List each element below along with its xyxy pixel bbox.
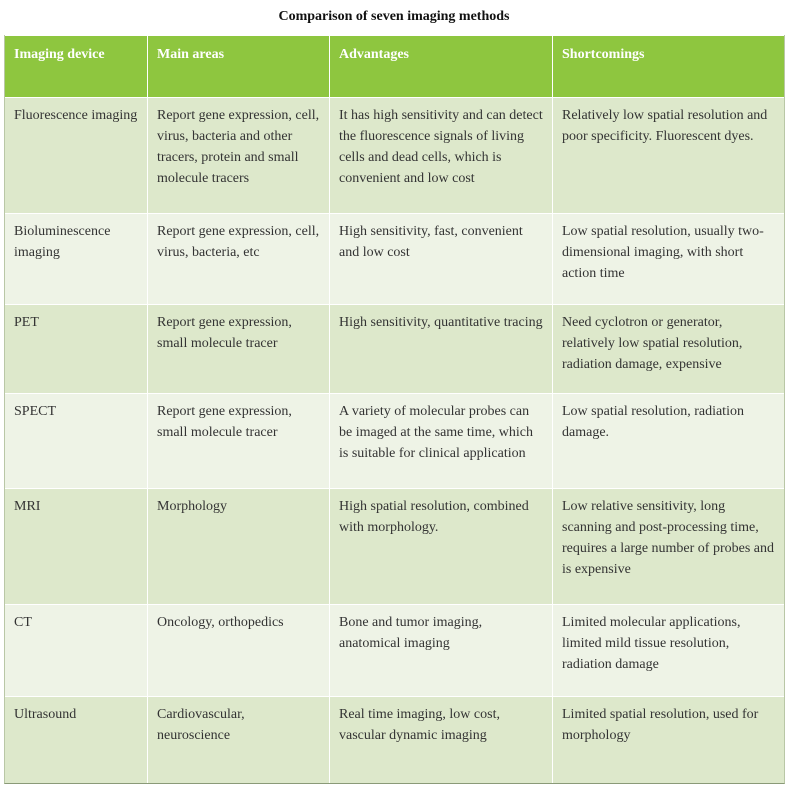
cell-main-areas: Oncology, orthopedics <box>148 605 330 697</box>
cell-main-areas: Cardiovascular, neuroscience <box>148 697 330 785</box>
cell-main-areas: Report gene expression, small molecule tracer <box>148 394 330 489</box>
cell-device: SPECT <box>5 394 148 489</box>
cell-main-areas: Report gene expression, cell, virus, bacteria, etc <box>148 214 330 305</box>
cell-advantages: A variety of molecular probes can be imaged at the same time, which is suitable for clinical application <box>330 394 553 489</box>
cell-shortcomings: Low spatial resolution, radiation damage. <box>553 394 786 489</box>
table-row <box>5 605 786 697</box>
table-caption: Comparison of seven imaging methods <box>278 9 510 24</box>
cell-device: PET <box>5 305 148 394</box>
cell-main-areas: Report gene expression, small molecule tracer <box>148 305 330 394</box>
cell-device: CT <box>5 605 148 697</box>
cell-shortcomings: Low spatial resolution, usually two-dimensional imaging, with short action time <box>553 214 786 305</box>
header-advantages: Advantages <box>330 36 553 98</box>
cell-advantages: High sensitivity, fast, convenient and low cost <box>330 214 553 305</box>
cell-shortcomings: Limited spatial resolution, used for morphology <box>553 697 786 785</box>
cell-device: Fluorescence imaging <box>5 98 148 214</box>
table-row <box>5 489 786 605</box>
cell-advantages: Bone and tumor imaging, anatomical imaging <box>330 605 553 697</box>
cell-shortcomings: Need cyclotron or generator, relatively low spatial resolution, radiation damage, expensive <box>553 305 786 394</box>
table-row <box>5 697 786 785</box>
cell-advantages: It has high sensitivity and can detect the fluorescence signals of living cells and dead cells, which is convenient and low cost <box>330 98 553 214</box>
cell-main-areas: Morphology <box>148 489 330 605</box>
comparison-table <box>4 35 786 785</box>
cell-device: Ultrasound <box>5 697 148 785</box>
table-row <box>5 214 786 305</box>
cell-device: MRI <box>5 489 148 605</box>
header-shortcomings: Shortcomings <box>553 36 786 98</box>
header-imaging-device: Imaging device <box>5 36 148 98</box>
cell-advantages: High spatial resolution, combined with morphology. <box>330 489 553 605</box>
table-row <box>5 305 786 394</box>
cell-advantages: Real time imaging, low cost, vascular dynamic imaging <box>330 697 553 785</box>
cell-device: Bioluminescence imaging <box>5 214 148 305</box>
cell-shortcomings: Limited molecular applications, limited mild tissue resolution, radiation damage <box>553 605 786 697</box>
cell-main-areas: Report gene expression, cell, virus, bacteria and other tracers, protein and small molecule tracers <box>148 98 330 214</box>
cell-advantages: High sensitivity, quantitative tracing <box>330 305 553 394</box>
header-main-areas: Main areas <box>148 36 330 98</box>
header-row <box>5 36 786 98</box>
table-row <box>5 394 786 489</box>
cell-shortcomings: Low relative sensitivity, long scanning and post-processing time, requires a large number of probes and is expensive <box>553 489 786 605</box>
cell-shortcomings: Relatively low spatial resolution and poor specificity. Fluorescent dyes. <box>553 98 786 214</box>
table-row <box>5 98 786 214</box>
